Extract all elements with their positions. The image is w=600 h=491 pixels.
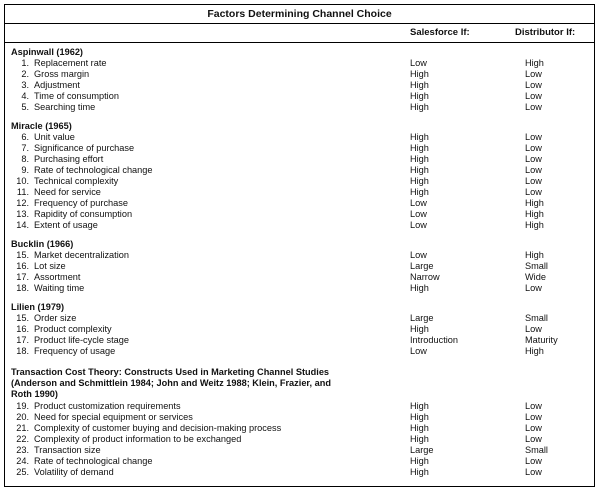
factor-cell [11,58,107,69]
factor-cell [11,272,80,283]
factor-cell [11,445,101,456]
section-heading-row [5,302,594,313]
distributor-value: Low [525,154,542,164]
factor-number: 18. [16,346,29,356]
distributor-value: Low [525,91,542,101]
salesforce-value: High [410,102,429,112]
factor-cell [11,187,101,198]
table-row [5,283,594,294]
salesforce-value: Low [410,346,427,356]
factor-cell [11,467,114,478]
factor-cell [11,250,129,261]
factor-label: Time of consumption [34,91,119,101]
distributor-value: Low [525,132,542,142]
factor-label: Assortment [34,272,81,282]
factor-number: 9. [21,165,29,175]
factor-cell [11,165,153,176]
salesforce-value: High [410,423,429,433]
factor-number: 10. [16,176,29,186]
salesforce-value: Introduction [410,335,459,345]
factor-number: 3. [21,80,29,90]
salesforce-value: High [410,187,429,197]
table-row [5,335,594,346]
salesforce-value: Low [410,220,427,230]
distributor-value: Low [525,143,542,153]
section-heading: Bucklin (1966) [11,239,74,249]
factor-label: Searching time [34,102,96,112]
table-row [5,132,594,143]
distributor-value: Maturity [525,335,558,345]
section-heading: Aspinwall (1962) [11,47,83,57]
factor-number: 15. [16,313,29,323]
factor-label: Need for special equipment or services [34,412,193,422]
factor-number: 2. [21,69,29,79]
factor-cell [11,412,193,423]
section-heading: Lilien (1979) [11,302,65,312]
factor-number: 25. [16,467,29,477]
table-row [5,58,594,69]
table-row [5,412,594,423]
factor-label: Gross margin [34,69,90,79]
factor-label: Transaction size [34,445,101,455]
salesforce-value: Large [410,445,434,455]
header-divider [5,42,594,43]
factor-cell [11,335,129,346]
factor-cell [11,261,66,272]
factor-cell [11,91,119,102]
table-row [5,220,594,231]
factor-label: Frequency of usage [34,346,116,356]
distributor-value: Low [525,423,542,433]
salesforce-value: Low [410,198,427,208]
salesforce-value: High [410,324,429,334]
factor-cell [11,132,75,143]
salesforce-value: High [410,132,429,142]
distributor-value: Low [525,456,542,466]
table-row [5,187,594,198]
factor-number: 21. [16,423,29,433]
table-row [5,69,594,80]
table-row [5,209,594,220]
channel-choice-table [4,4,595,487]
factor-cell [11,80,80,91]
salesforce-value: High [410,80,429,90]
factor-number: 5. [21,102,29,112]
factor-label: Complexity of product information to be exchanged [34,434,242,444]
factor-label: Order size [34,313,77,323]
factor-number: 17. [16,335,29,345]
factor-label: Lot size [34,261,66,271]
table-row [5,154,594,165]
table-row [5,272,594,283]
salesforce-value: High [410,154,429,164]
factor-number: 16. [16,324,29,334]
distributor-value: High [525,220,544,230]
distributor-value: High [525,209,544,219]
salesforce-value: High [410,165,429,175]
factor-label: Product complexity [34,324,112,334]
distributor-value: Low [525,401,542,411]
factor-number: 17. [16,272,29,282]
table-row [5,80,594,91]
factor-number: 11. [16,187,29,197]
factor-number: 12. [16,198,29,208]
distributor-value: Low [525,324,542,334]
factor-label: Rapidity of consumption [34,209,133,219]
table-row [5,456,594,467]
factor-cell [11,324,112,335]
distributor-value: Small [525,313,548,323]
distributor-value: Low [525,176,542,186]
factor-number: 20. [16,412,29,422]
factor-number: 23. [16,445,29,455]
section-heading-row [5,121,594,132]
factor-number: 22. [16,434,29,444]
distributor-value: High [525,250,544,260]
section-heading: Miracle (1965) [11,121,72,131]
factor-label: Adjustment [34,80,80,90]
factor-label: Waiting time [34,283,85,293]
factor-cell [11,434,241,445]
section-heading-line: Roth 1990) [11,389,58,399]
table-row [5,423,594,434]
table-row [5,261,594,272]
factor-label: Rate of technological change [34,165,153,175]
section-heading-row [5,239,594,250]
salesforce-value: Low [410,209,427,219]
factor-cell [11,220,98,231]
factor-cell [11,154,103,165]
table-row [5,91,594,102]
salesforce-value: High [410,456,429,466]
factor-cell [11,283,84,294]
factor-label: Technical complexity [34,176,119,186]
distributor-value: Low [525,412,542,422]
table-row [5,346,594,357]
factor-number: 4. [21,91,29,101]
salesforce-value: High [410,412,429,422]
section-heading-row [5,47,594,58]
table-row [5,445,594,456]
column-header-distributor: Distributor If: [515,27,576,38]
table-row [5,143,594,154]
factor-label: Frequency of purchase [34,198,128,208]
factor-number: 13. [16,209,29,219]
table-row [5,467,594,478]
salesforce-value: Narrow [410,272,440,282]
salesforce-value: High [410,69,429,79]
factor-number: 18. [16,283,29,293]
factor-label: Volatility of demand [34,467,114,477]
table-row [5,250,594,261]
factor-label: Product customization requirements [34,401,181,411]
factor-label: Need for service [34,187,101,197]
column-header-salesforce: Salesforce If: [410,27,470,38]
distributor-value: High [525,346,544,356]
salesforce-value: High [410,283,429,293]
factor-number: 19. [16,401,29,411]
distributor-value: Low [525,467,542,477]
factor-cell [11,143,134,154]
table-row [5,313,594,324]
factor-number: 8. [21,154,29,164]
salesforce-value: Large [410,313,434,323]
table-title: Factors Determining Channel Choice [207,8,392,20]
salesforce-value: Large [410,261,434,271]
distributor-value: Low [525,165,542,175]
factor-cell [11,176,118,187]
section-heading-line: Transaction Cost Theory: Constructs Used in Marketing Channel Studies [11,367,330,377]
table-row [5,434,594,445]
factor-number: 1. [21,58,29,68]
salesforce-value: High [410,401,429,411]
factor-number: 14. [16,220,29,230]
salesforce-value: Low [410,58,427,68]
salesforce-value: High [410,434,429,444]
factor-cell [11,423,281,434]
salesforce-value: High [410,176,429,186]
salesforce-value: High [410,91,429,101]
factor-label: Market decentralization [34,250,129,260]
distributor-value: Low [525,187,542,197]
distributor-value: Small [525,261,548,271]
factor-cell [11,401,181,412]
distributor-value: High [525,58,544,68]
section-heading-line: (Anderson and Schmittlein 1984; John and Weitz 1988; Klein, Frazier, and [11,378,331,388]
factor-cell [11,346,115,357]
factor-number: 7. [21,143,29,153]
distributor-value: Low [525,283,542,293]
factor-label: Product life-cycle stage [34,335,129,345]
salesforce-value: High [410,467,429,477]
distributor-value: Low [525,102,542,112]
factor-number: 16. [16,261,29,271]
distributor-value: Low [525,69,542,79]
factor-number: 24. [16,456,29,466]
factor-number: 6. [21,132,29,142]
distributor-value: Low [525,434,542,444]
factor-cell [11,209,132,220]
factor-label: Rate of technological change [34,456,153,466]
table-row [5,102,594,113]
distributor-value: Wide [525,272,546,282]
table-row [5,176,594,187]
factor-cell [11,313,76,324]
table-row [5,198,594,209]
table-row [5,165,594,176]
factor-label: Significance of purchase [34,143,135,153]
salesforce-value: High [410,143,429,153]
factor-label: Replacement rate [34,58,107,68]
title-divider [5,23,594,24]
factor-cell [11,198,128,209]
table-row [5,401,594,412]
factor-label: Purchasing effort [34,154,104,164]
salesforce-value: Low [410,250,427,260]
factor-cell [11,102,95,113]
distributor-value: High [525,198,544,208]
factor-label: Extent of usage [34,220,98,230]
factor-cell [11,456,153,467]
distributor-value: Small [525,445,548,455]
factor-label: Unit value [34,132,75,142]
distributor-value: Low [525,80,542,90]
table-row [5,324,594,335]
factor-label: Complexity of customer buying and decision-making process [34,423,282,433]
factor-cell [11,69,89,80]
factor-number: 15. [16,250,29,260]
